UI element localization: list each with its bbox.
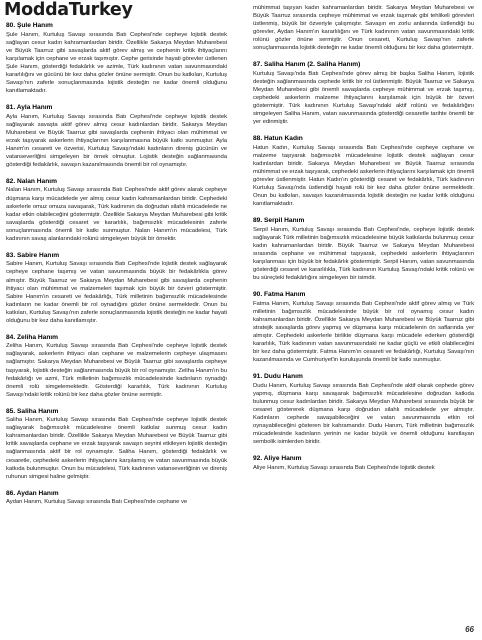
article-entry [253, 135, 474, 208]
entry-body: Saliha Hanım, Kurtuluş Savaşı sırasında Batı Cephesi'nde cepheye lojistik destek sağlayarak bağımsızlık mücadelesine önemli katkılar sunmuş cesur kadın kahramanlardan biridir. Özellikle Sakarya Meydan Muharebesi ve Büyük Taarruz gibi kritik savaşlarda cephane ve erzak taşıyarak savaşın seyrini etkileyen lojistik desteğin sağlanmasında aktif bir rol oynamıştır. Saliha Hanım, gösterdiği fedakârlık ve cesaretle, cephedeki askerlerin ihtiyaçlarını karşılamış ve vatan savunmasında büyük katkıda bulunmuştur. Onun bu mücadelesi, Türk kadınının vatanseverliğinin ve direniş ruhunun simgesi haline gelmiştir. [6, 417, 227, 480]
entry-body: Dudu Hanım, Kurtuluş Savaşı sırasında Batı Cephesi'nde aktif olarak cephede görev yapmış, düşmana karşı savaşarak bağımsızlık mücadelesine doğrudan katkıda bulunmuş cesur kadınlardan biridir. Sakarya Meydan Muharebesi sırasında büyük bir cesaret göstererek düşmana karşı doğrudan silahlı mücadelede yer almıştır. Kadınların cephede savaşabileceğini ve vatan savunmasında etkin rol oynayabileceğini gösteren bir kahramandır. Dudu Hanım, Türk milletinin bağımsızlık mücadelesinde kadınların yerinin ne kadar büyük ve önemli olduğunu kanıtlayan sembolik isimlerden biridir. [253, 382, 474, 445]
article-entry [6, 334, 227, 399]
entry-heading: 91. Dudu Hanım [253, 373, 303, 381]
entry-body: Ayla Hanım, Kurtuluş Savaşı sırasında Batı Cephesi'nde cepheye lojistik destek sağlayarak savaşta aktif görev almış cesur kadınlardan biridir. Sakarya Meydan Muharebesi ve Büyük Taarruz gibi savaşlarda cephenin ihtiyacı olan mühimmat ve erzak taşıyarak askerlerin ihtiyaçlarının karşılanmasına büyük katkı sunmuştur. Ayla Hanım'ın cesareti ve özverisi, Kurtuluş Savaşı'ndaki kadınların direniş gücünün ve vatanseverliğini simgeleyen bir örnek olmuştur. Lojistik desteğin sağlanmasında gösterdiği fedakârlık, savaşın kazanılmasında önemli bir rol oynamıştır. [6, 113, 227, 168]
entry-heading: 83. Sabire Hanım [6, 251, 60, 259]
entry-heading: 87. Saliha Hanım (2. Saliha Hanım) [253, 61, 361, 69]
article-entry [6, 408, 227, 481]
article-entry [253, 61, 474, 126]
article-entry [253, 373, 474, 446]
article-entry [6, 252, 227, 325]
page-number: 66 [465, 625, 474, 634]
article-entry [253, 291, 474, 364]
left-column [6, 22, 227, 632]
article-entry [6, 104, 227, 169]
entry-body: Kurtuluş Savaşı'nda Batı Cephesi'nde görev almış bir başka Saliha Hanım, lojistik desteğin sağlanmasında cephede kritik bir rol üstlenmiştir. Büyük Taarruz ve Sakarya Meydan Muharebesi gibi önemli savaşlarda cepheye mühimmat ve erzak taşımış, cephedeki askerlerin malzeme ihtiyaçlarını karşılamak için büyük bir özveri göstermiştir. Türk kadınının Kurtuluş Savaşı'ndaki aktif rolünü ve fedakârlığını simgeleyen Saliha Hanım, vatan savunmasında gösterdiği cesaretle tarihte önemli bir yer edinmiştir. [253, 70, 474, 126]
article-entry [6, 178, 227, 243]
entry-heading: 80. Şule Hanım [6, 22, 53, 29]
entry-body: Hatun Kadın, Kurtuluş Savaşı sırasında Batı Cephesi'nde cepheye cephane ve malzeme taşıyarak bağımsızlık mücadelesine lojistik destek sağlayan cesur kadınlardan biridir. Sakarya Meydan Muharebesi ve Büyük Taarruz sırasında mühimmat ve erzak taşıyarak, cephedeki askerlerin ihtiyaçlarını karşılamak için önemli görevler üstlenmiştir. Hatun Kadın'ın gösterdiği cesaret ve fedakârlık, Türk kadınının Kurtuluş Savaşı'nda üstlendiği hayati rolü bir kez daha gözler önüne sermektedir. Onun bu katkıları, savaşın kazanılmasında lojistik desteğin ne kadar kritik olduğunu kanıtlamaktadır. [253, 144, 474, 208]
entry-heading: 82. Nalan Hanım [6, 177, 57, 185]
entry-heading: 85. Saliha Hanım [6, 407, 59, 415]
entry-heading: 86. Aydan Hanım [6, 489, 59, 497]
entry-heading: 84. Zeliha Hanım [6, 333, 59, 341]
entry-body: Fatma Hanım, Kurtuluş Savaşı sırasında Batı Cephesi'nde aktif görev almış ve Türk milletinin bağımsızlık mücadelesinde büyük bir rol oynamış cesur kadın kahramanlardan biridir. Özellikle Sakarya Meydan Muharebesi ve Büyük Taarruz gibi stratejik savaşlarda görev yapmış ve düşmana karşı mücadelenin ön saflarında yer almıştır. Cephedeki askerlerle birlikte düşmana karşı mücadele ederken gösterdiği kararlılık, Türk kadınının vatan savunmasındaki ne kadar güçlü ve etkili olabileceğini bir kez daha göstermiştir. Fatma Hanım'ın cesareti ve fedakârlığı, Kurtuluş Savaşı'nın kazanılmasında ve Cumhuriyet'in kuruluşunda önemli bir katkı sunmuştur. [253, 300, 474, 364]
entry-body: Aydan Hanım, Kurtuluş Savaşı sırasında Batı Cephesi'nde cephane ve [6, 499, 188, 506]
article-entry [253, 217, 474, 282]
article-entry [253, 455, 474, 472]
entry-heading: 81. Ayla Hanım [6, 103, 53, 111]
entry-body: Sabire Hanım, Kurtuluş Savaşı sırasında Batı Cephesi'nde lojistik destek sağlayarak cepheye cephane taşımış ve vatan savunmasında büyük bir fedakârlıkla görev almıştır. Büyük Taarruz ve Sakarya Meydan Muharebesi gibi savaşlarda cephenin ihtiyacı olan mühimmat ve malzemeleri taşımak için büyük bir özveri göstermiştir. Sabire Hanım'ın cesareti ve fedakârlığı, Türk milletinin bağımsızlık mücadelesinde kadınların ne kadar önemli bir rol oynadığını gözler önüne sermektedir. Onun bu katkıları, Kurtuluş Savaşı'nın zaferle sonuçlanmasında lojistik desteğin ne kadar hayati olduğunu bir kez daha kanıtlamıştır. [6, 261, 227, 324]
entry-heading: 88. Hatun Kadın [253, 135, 303, 143]
entry-body: Şule Hanım, Kurtuluş Savaşı sırasında Batı Cephesi'nde cepheye lojistik destek sağlayan cesur kadın kahramanlardan biridir. Özellikle Sakarya Meydan Muharebesi ve Büyük Taarruz gibi savaşlarda aktif görev almış ve cephenin kritik ihtiyaçlarını karşılamak için cephane ve erzak taşımıştır. Cephe gerisinde hayati görevler üstlenen Şule Hanım, gösterdiği fedakârlık ve azimle, Türk kadınının vatan savunmasındaki kararlılığını ve gücünü bir kez daha gözler önüne sermiştir. Onun bu katkıları, Kurtuluş Savaşı'nın zaferle sonuçlanmasında lojistik desteğin ne kadar önemli olduğunu kanıtlamaktadır. [6, 31, 227, 94]
article-entry [6, 490, 227, 507]
article-entry [6, 22, 227, 95]
entry-heading: 89. Serpil Hanım [253, 217, 305, 225]
entry-body: mühimmat taşıyan kadın kahramanlardan biridir. Sakarya Meydan Muharebesi ve Büyük Taarruz sırasında cepheye mühimmat ve erzak taşımak gibi tehlikeli görevleri üstlenmiş, büyük bir özveriyle çalışmıştır. Savaşın en zorlu anlarında üstlendiği bu görevler, Aydan Hanım'ın kararlılığını ve Türk kadınının vatan savunmasındaki kritik rolünü gözler önüne sermiştir. Onun cesareti, Kurtuluş Savaşı'nın zaferle sonuçlanmasında lojistik desteğin ne kadar önemli olduğunu bir kez daha göstermiştir. [253, 5, 474, 52]
entry-heading: 90. Fatma Hanım [253, 291, 306, 299]
article-entry-continued [253, 4, 474, 52]
entry-heading: 92. Aliye Hanım [253, 455, 302, 463]
entry-body: Serpil Hanım, Kurtuluş Savaşı sırasında Batı Cephesi'nde, cepheye lojistik destek sağlayarak Türk milletinin bağımsızlık mücadelesine büyük katkılarda bulunmuş cesur kadın kahramanlardan biridir. Büyük Taarruz ve Sakarya Meydan Muharebesi sırasında cephane ve mühimmat taşıyarak, cephedeki askerlerin ihtiyaçlarının karşılanması için büyük bir fedakârlık göstermiştir. Serpil Hanım, vatan savunmasında gösterdiği cesaret ve kararlılıkla, Türk kadınının Kurtuluş Savaşı'ndaki kritik rolünü ve bu süreçteki fedakârlığını simgeleyen bir isimdir. [253, 226, 474, 282]
entry-body: Nalan Hanım, Kurtuluş Savaşı sırasında Batı Cephesi'nde aktif görev alarak cepheye düşmana karşı mücadelede yer almış cesur kadın kahramanlardan biridir. Cephedeki askerlerle omuz omuza savaşarak, Türk kadınının da doğrudan silahlı mücadelede ne kadar etkin olabileceğini göstermiştir. Özellikle Sakarya Meydan Muharebesi gibi kritik savaşlarda gösterdiği cesaret ve kararlılık, bağımsızlık mücadelesinin zaferle sonuçlanmasında önemli bir katkı sunmuştur. Nalan Hanım'ın mücadelesi, Türk kadınının savaş alanlarındaki rolünü simgeleyen büyük bir örnektir. [6, 187, 227, 242]
entry-body: Aliye Hanım, Kurtuluş Savaşı sırasında Batı Cephesi'nde lojistik destek [253, 464, 435, 471]
magazine-logo: ModdaTurkey [4, 0, 133, 20]
entry-body: Zeliha Hanım, Kurtuluş Savaşı sırasında Batı Cephesi'nde cepheye lojistik destek sağlayarak, askerlerin ihtiyacı olan cephane ve malzemelerin cepheye ulaşmasını sağlamıştır. Sakarya Meydan Muharebesi ve Büyük Taarruz gibi savaşlarda cepheye taşıyarak, lojistik desteğin sağlanmasında büyük bir rol oynamıştır. Zeliha Hanım'ın bu fedakârlığı ve azmi, Türk milletinin bağımsızlık mücadelesinde kadınların oynadığı önemli rolü simgelemektedir. Gösterdiği kararlılık, Türk kadınının Kurtuluş Savaşı'ndaki kritik rolünü bir kez daha gözler önüne sermiştir. [6, 343, 227, 398]
right-column [253, 4, 474, 632]
